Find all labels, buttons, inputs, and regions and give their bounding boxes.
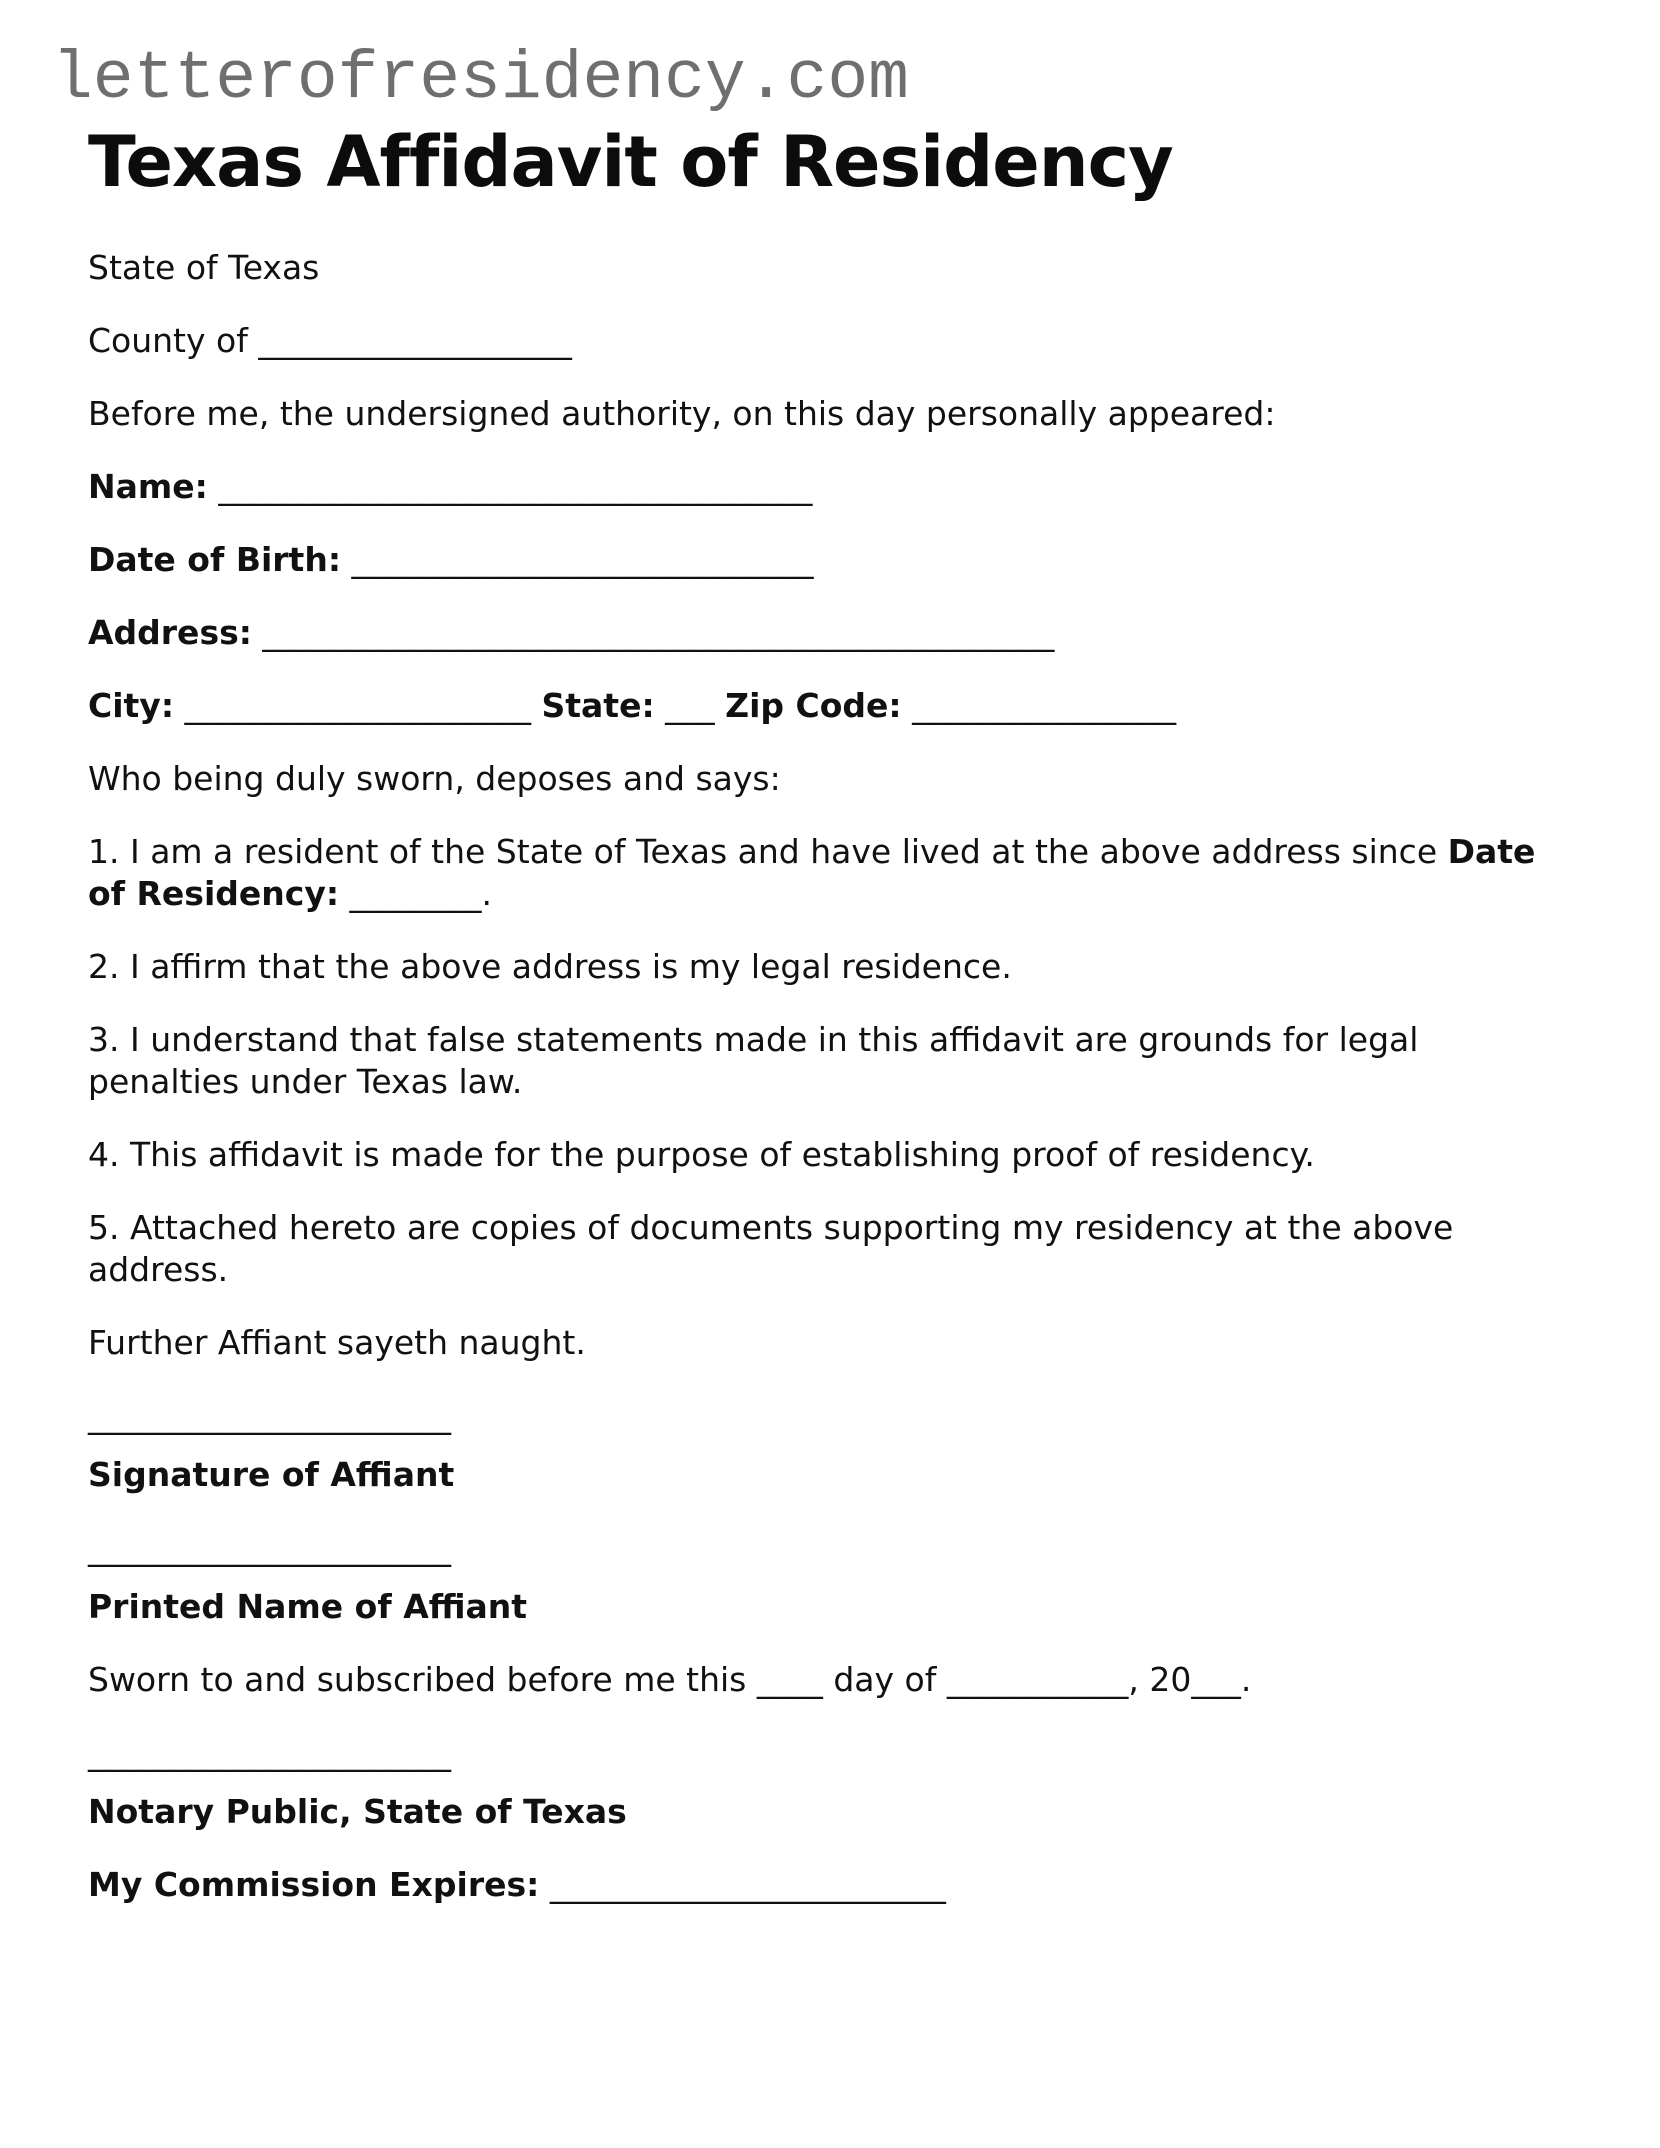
name-label: Name: [88, 467, 208, 506]
statement-1 [88, 831, 1560, 915]
statement-1-text: 1. I am a resident of the State of Texas and have lived at the above address since [88, 832, 1448, 871]
address-blank-line: ________________________________________________ [251, 613, 1055, 652]
sworn-intro-line: Who being duly sworn, deposes and says: [88, 759, 781, 798]
printed-name-rule-line: ______________________ [88, 1528, 451, 1567]
county-line [88, 320, 1560, 362]
date-of-residency-label: Date of Residency: [88, 832, 1547, 913]
statement-3: 3. I understand that false statements made in this affidavit are grounds for legal penalties under Texas law. [88, 1020, 1429, 1101]
signature-rule-line: ______________________ [88, 1396, 451, 1435]
year-blank-line: ___ [1191, 1660, 1241, 1699]
month-blank-line: ___________ [946, 1660, 1129, 1699]
address-label: Address: [88, 613, 252, 652]
sworn-part1: Sworn to and subscribed before me this [88, 1660, 757, 1699]
city-state-zip-line [88, 685, 1560, 727]
city-label: City: [88, 686, 175, 725]
county-label: County of [88, 321, 248, 360]
notary-public-text: Notary Public, State of Texas [88, 1792, 627, 1831]
dob-field-line [88, 539, 1560, 581]
name-blank-line: ____________________________________ [207, 467, 813, 506]
zip-label: Zip Code: [725, 686, 902, 725]
statement-2: 2. I affirm that the above address is my legal residence. [88, 947, 1012, 986]
state-blank-line: ___ [654, 686, 726, 725]
residency-blank-line: ________. [339, 874, 493, 913]
city-blank-line: _____________________ [174, 686, 542, 725]
printed-name-of-affiant-text: Printed Name of Affiant [88, 1587, 528, 1626]
state-line: State of Texas [88, 248, 320, 287]
commission-expires-line [88, 1864, 1560, 1906]
statement-5: 5. Attached hereto are copies of documents supporting my residency at the above address. [88, 1208, 1464, 1289]
statement-4: 4. This affidavit is made for the purpose of establishing proof of residency. [88, 1135, 1315, 1174]
dob-blank-line: ____________________________ [341, 540, 814, 579]
printed-name-of-affiant-label [88, 1586, 1560, 1628]
document-title: Texas Affidavit of Residency [88, 121, 1173, 203]
sworn-part3: , 20 [1128, 1660, 1192, 1699]
before-me-line: Before me, the undersigned authority, on this day personally appeared: [88, 394, 1276, 433]
sworn-part2: day of [822, 1660, 947, 1699]
address-field-line [88, 612, 1560, 654]
state-label: State: [541, 686, 655, 725]
signature-of-affiant-label [88, 1454, 1560, 1496]
signature-of-affiant-text: Signature of Affiant [88, 1455, 455, 1494]
county-blank-line: ___________________ [247, 321, 572, 360]
commission-expires-label: My Commission Expires: [88, 1865, 540, 1904]
day-blank-line: ____ [756, 1660, 823, 1699]
further-affiant-line: Further Affiant sayeth naught. [88, 1323, 586, 1362]
zip-blank-line: ________________ [901, 686, 1177, 725]
sworn-subscribed-line [88, 1659, 1560, 1701]
name-field-line [88, 466, 1560, 508]
dob-label: Date of Birth: [88, 540, 342, 579]
notary-rule-line: ______________________ [88, 1733, 451, 1772]
website-brand: letterofresidency.com [52, 41, 909, 118]
commission-blank-line: ________________________ [539, 1865, 946, 1904]
notary-public-label [88, 1791, 1560, 1833]
sworn-part4: . [1240, 1660, 1252, 1699]
